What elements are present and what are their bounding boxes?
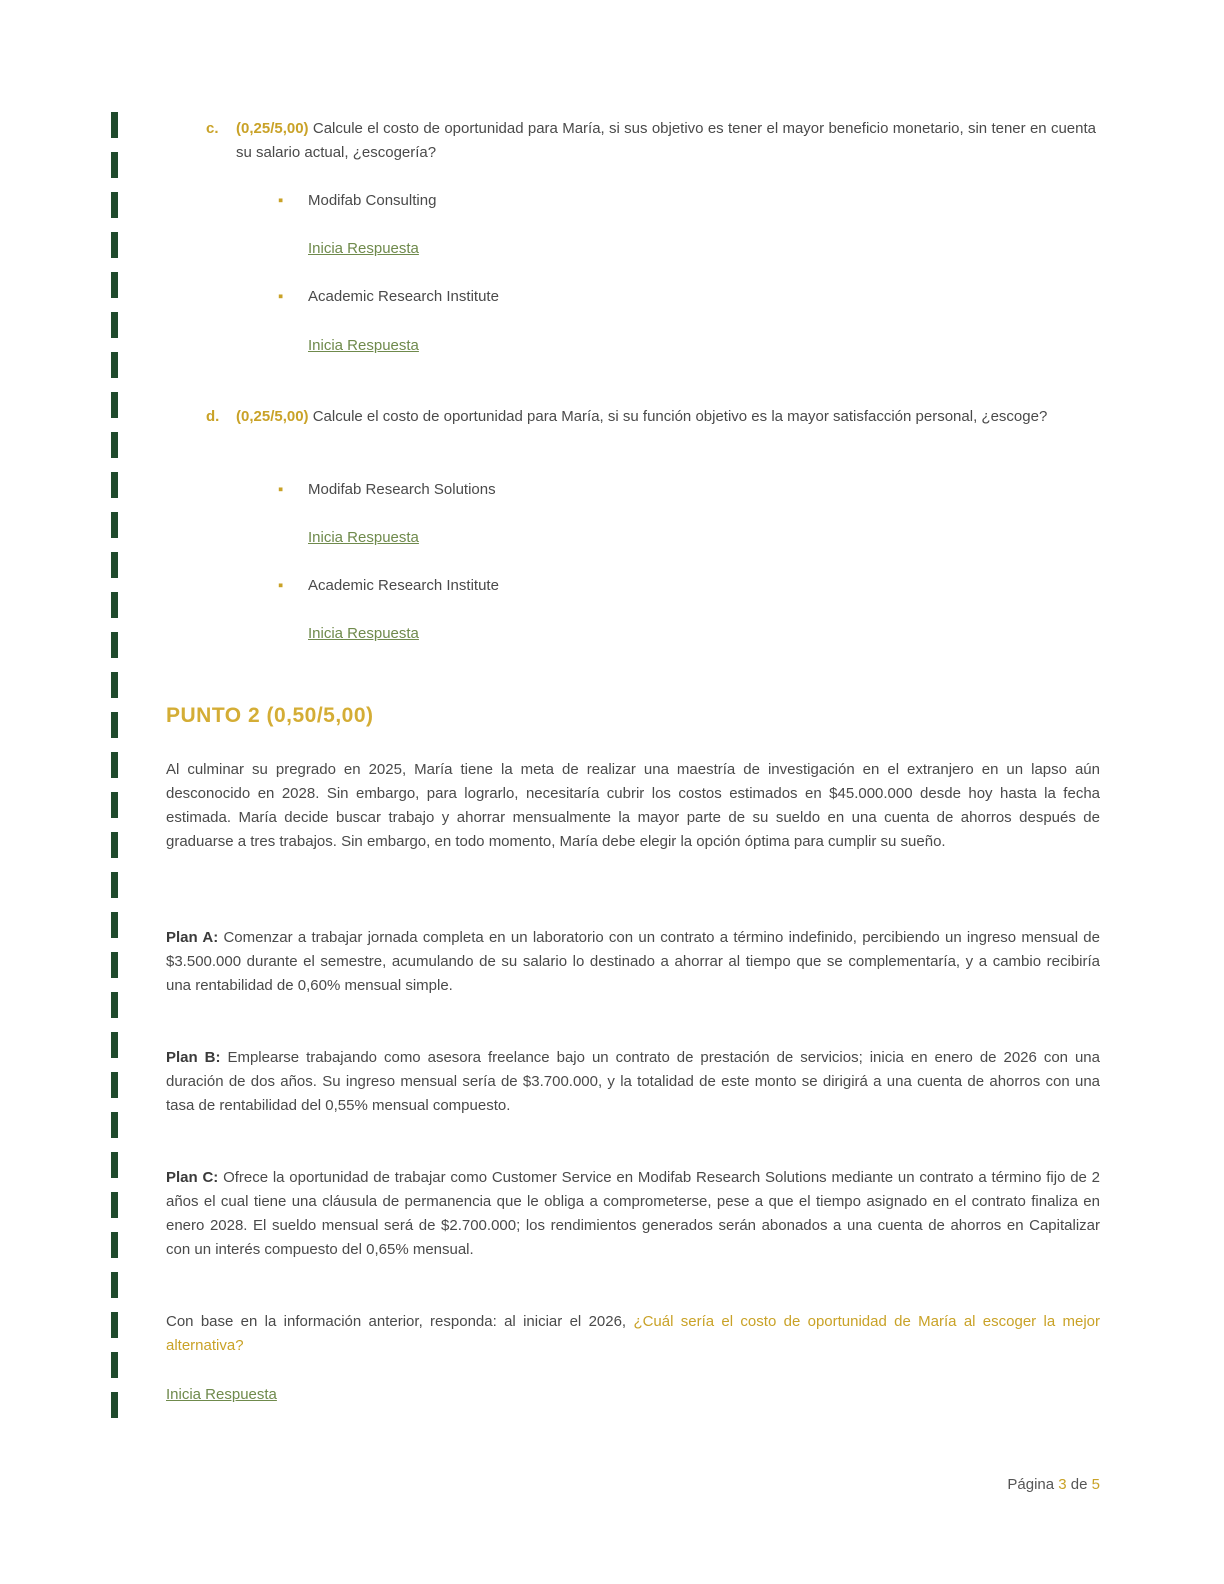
question-d-option-2	[278, 574, 499, 598]
footer-label: Página	[1007, 1476, 1055, 1493]
option-label: Modifab Research Solutions	[308, 481, 496, 498]
plan-a-name: Plan A:	[166, 929, 219, 946]
plan-a-text: Comenzar a trabajar jornada completa en un laboratorio con un contrato a término indefinido, percibiendo un ingreso mensual de $3.500.000 durante el semestre, acumulando de su salario lo destinado a ahorrar al tiempo que se complementaría, y a cambio recibiría una rentabilidad de 0,60% mensual simple.	[166, 929, 1100, 994]
section-title: PUNTO 2 (0,50/5,00)	[166, 704, 374, 727]
question-d-marker: d.	[206, 408, 220, 425]
footer-page-number: 3	[1058, 1476, 1067, 1493]
footer-total-pages: 5	[1091, 1476, 1100, 1493]
question-d-points: (0,25/5,00)	[236, 408, 309, 425]
question-d-option-1	[278, 478, 496, 502]
intro-paragraph: Al culminar su pregrado en 2025, María tiene la meta de realizar una maestría de investigación en el extranjero en un lapso aún desconocido en 2028. Sin embargo, para lograrlo, necesitaría cubrir los costos estimados en $45.000.000 desde hoy hasta la fecha estimada. María decide buscar trabajo y ahorrar mensualmente la mayor parte de su sueldo en una cuenta de ahorros después de graduarse a tres trabajos. Sin embargo, en todo momento, María debe elegir la opción óptima para cumplir su sueño.	[166, 761, 1100, 850]
question-c-option-1	[278, 189, 436, 213]
question-d-text	[236, 405, 1096, 429]
response-link[interactable]: Inicia Respuesta	[308, 529, 419, 546]
plan-b-name: Plan B:	[166, 1049, 221, 1066]
question-c-body: Calcule el costo de oportunidad para María, si sus objetivo es tener el mayor beneficio monetario, sin tener en cuenta su salario actual, ¿escogería?	[236, 120, 1096, 161]
question-c-marker: c.	[206, 120, 219, 137]
bullet-icon: ▪	[278, 288, 284, 305]
response-link[interactable]: Inicia Respuesta	[308, 240, 419, 257]
question-d	[206, 405, 1096, 429]
plan-b	[166, 1046, 1100, 1118]
final-question-highlight: ¿Cuál sería el costo de oportunidad de María al escoger la mejor alternativa?	[166, 1313, 1100, 1354]
page-footer	[1007, 1476, 1100, 1493]
bullet-icon: ▪	[278, 481, 284, 498]
question-c-text	[236, 117, 1096, 165]
plan-c-name: Plan C:	[166, 1169, 219, 1186]
response-link[interactable]: Inicia Respuesta	[308, 337, 419, 354]
bullet-icon: ▪	[278, 192, 284, 209]
final-question	[166, 1310, 1100, 1358]
option-label: Academic Research Institute	[308, 577, 499, 594]
bullet-icon: ▪	[278, 577, 284, 594]
question-d-body: Calcule el costo de oportunidad para María, si su función objetivo es la mayor satisfacción personal, ¿escoge?	[312, 408, 1048, 425]
plan-c-text: Ofrece la oportunidad de trabajar como Customer Service en Modifab Research Solutions mediante un contrato a término fijo de 2 años el cual tiene una cláusula de permanencia que le obliga a comprometerse, pese a que el tiempo asignado en el contrato finaliza en enero 2028. El sueldo mensual será de $2.700.000; los rendimientos generados serán abonados a una cuenta de ahorros en Capitalizar con un interés compuesto del 0,65% mensual.	[166, 1169, 1100, 1258]
plan-b-text: Emplearse trabajando como asesora freelance bajo un contrato de prestación de servicios; inicia en enero de 2026 con una duración de dos años. Su ingreso mensual sería de $3.700.000, y la totalidad de este monto se dirigirá a una cuenta de ahorros con una tasa de rentabilidad del 0,55% mensual compuesto.	[166, 1049, 1100, 1114]
option-label: Academic Research Institute	[308, 288, 499, 305]
question-c-points: (0,25/5,00)	[236, 120, 309, 137]
question-c-option-2	[278, 285, 499, 309]
option-label: Modifab Consulting	[308, 192, 437, 209]
final-question-lead: Con base en la información anterior, responda: al iniciar el 2026,	[166, 1313, 627, 1330]
question-c	[206, 117, 1096, 165]
response-link[interactable]: Inicia Respuesta	[308, 625, 419, 642]
plan-a	[166, 926, 1100, 998]
response-link[interactable]: Inicia Respuesta	[166, 1386, 277, 1403]
plan-c	[166, 1166, 1100, 1262]
footer-of: de	[1070, 1476, 1088, 1493]
